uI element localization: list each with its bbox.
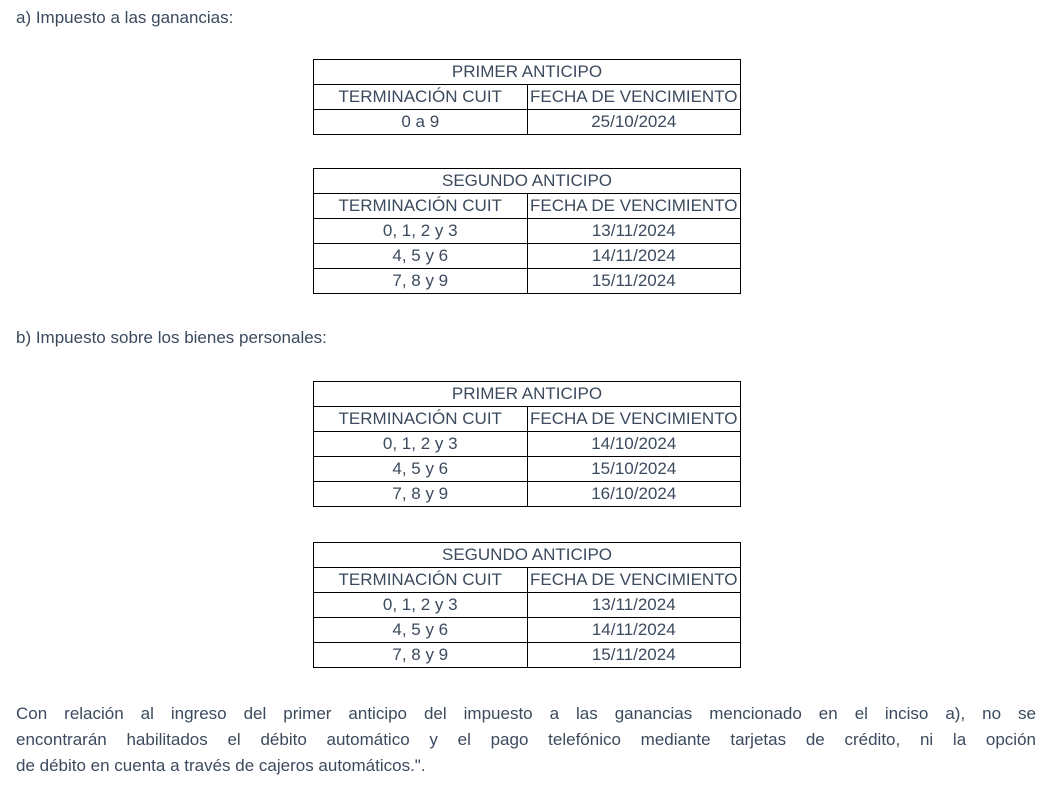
- fecha-cell: 15/11/2024: [527, 643, 741, 668]
- fecha-cell: 14/11/2024: [527, 244, 741, 269]
- table-title-row: [314, 169, 741, 194]
- cuit-cell: 4, 5 y 6: [314, 457, 528, 482]
- column-header-fecha-vencimiento: FECHA DE VENCIMIENTO: [527, 85, 741, 110]
- table-title: PRIMER ANTICIPO: [314, 60, 741, 85]
- column-header-fecha-vencimiento: FECHA DE VENCIMIENTO: [527, 407, 741, 432]
- closing-paragraph-line: encontrarán habilitados el débito automático y el pago telefónico mediante tarjetas de crédito, ni la opción: [16, 730, 1036, 749]
- column-header-terminacion-cuit: TERMINACIÓN CUIT: [314, 568, 528, 593]
- table-row: [314, 432, 741, 457]
- table-b-primer-anticipo: [313, 381, 741, 507]
- table-a-segundo-anticipo: [313, 168, 741, 294]
- table-row: [314, 110, 741, 135]
- cuit-cell: 7, 8 y 9: [314, 643, 528, 668]
- cuit-cell: 0 a 9: [314, 110, 528, 135]
- fecha-cell: 16/10/2024: [527, 482, 741, 507]
- fecha-cell: 15/10/2024: [527, 457, 741, 482]
- table-header-row: [314, 407, 741, 432]
- table-title: PRIMER ANTICIPO: [314, 382, 741, 407]
- cuit-cell: 0, 1, 2 y 3: [314, 593, 528, 618]
- closing-paragraph: [16, 701, 1036, 779]
- table-b-segundo-anticipo: [313, 542, 741, 668]
- table-title-row: [314, 60, 741, 85]
- table-row: [314, 643, 741, 668]
- fecha-cell: 15/11/2024: [527, 269, 741, 294]
- section-b-heading: b) Impuesto sobre los bienes personales:: [16, 328, 327, 347]
- table-header-row: [314, 194, 741, 219]
- cuit-cell: 4, 5 y 6: [314, 244, 528, 269]
- table-row: [314, 482, 741, 507]
- table-row: [314, 219, 741, 244]
- table-row: [314, 593, 741, 618]
- column-header-fecha-vencimiento: FECHA DE VENCIMIENTO: [527, 568, 741, 593]
- column-header-terminacion-cuit: TERMINACIÓN CUIT: [314, 194, 528, 219]
- table-title-row: [314, 543, 741, 568]
- table-row: [314, 244, 741, 269]
- fecha-cell: 14/10/2024: [527, 432, 741, 457]
- fecha-cell: 13/11/2024: [527, 593, 741, 618]
- table-a-primer-anticipo: [313, 59, 741, 135]
- table-row: [314, 618, 741, 643]
- column-header-fecha-vencimiento: FECHA DE VENCIMIENTO: [527, 194, 741, 219]
- fecha-cell: 13/11/2024: [527, 219, 741, 244]
- cuit-cell: 7, 8 y 9: [314, 269, 528, 294]
- closing-paragraph-line: de débito en cuenta a través de cajeros automáticos.".: [16, 756, 426, 775]
- table-row: [314, 457, 741, 482]
- cuit-cell: 4, 5 y 6: [314, 618, 528, 643]
- table-title: SEGUNDO ANTICIPO: [314, 543, 741, 568]
- table-header-row: [314, 85, 741, 110]
- fecha-cell: 25/10/2024: [527, 110, 741, 135]
- cuit-cell: 7, 8 y 9: [314, 482, 528, 507]
- column-header-terminacion-cuit: TERMINACIÓN CUIT: [314, 407, 528, 432]
- table-header-row: [314, 568, 741, 593]
- column-header-terminacion-cuit: TERMINACIÓN CUIT: [314, 85, 528, 110]
- closing-paragraph-line: Con relación al ingreso del primer anticipo del impuesto a las ganancias mencionado en el inciso a), no se: [16, 704, 1036, 723]
- fecha-cell: 14/11/2024: [527, 618, 741, 643]
- section-a-heading: a) Impuesto a las ganancias:: [16, 8, 234, 27]
- table-row: [314, 269, 741, 294]
- cuit-cell: 0, 1, 2 y 3: [314, 219, 528, 244]
- table-title-row: [314, 382, 741, 407]
- cuit-cell: 0, 1, 2 y 3: [314, 432, 528, 457]
- table-title: SEGUNDO ANTICIPO: [314, 169, 741, 194]
